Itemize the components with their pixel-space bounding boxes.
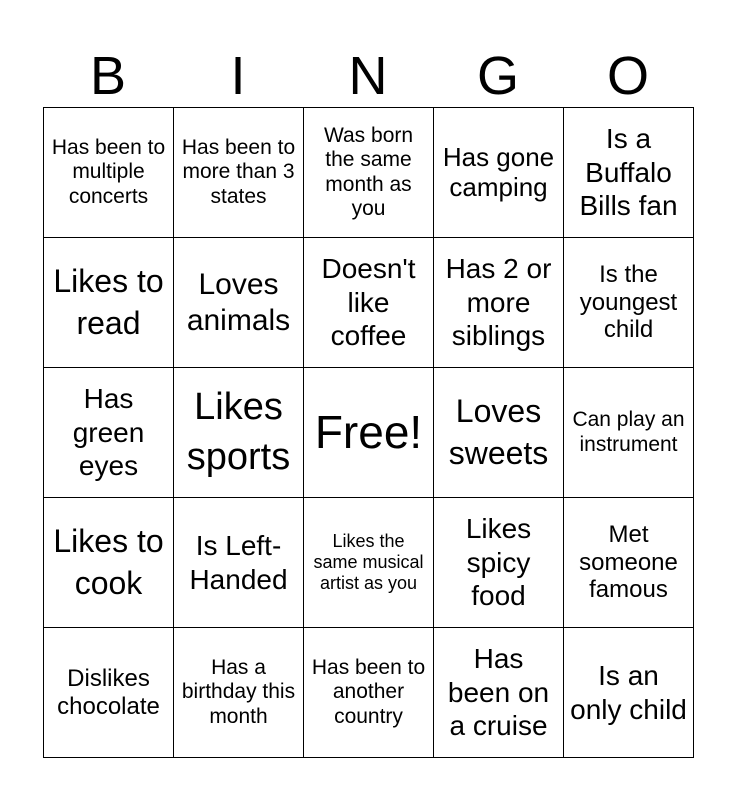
- cell-text: Is a Buffalo Bills fan: [579, 123, 678, 222]
- bingo-cell[interactable]: [564, 498, 694, 628]
- bingo-cell[interactable]: [174, 238, 304, 368]
- bingo-cell[interactable]: [434, 628, 564, 758]
- cell-text: Doesn't like coffee: [321, 253, 416, 352]
- bingo-cell[interactable]: [304, 628, 434, 758]
- cell-text: Likes spicy food: [465, 513, 532, 612]
- bingo-cell[interactable]: [304, 108, 434, 238]
- bingo-cell[interactable]: [174, 108, 304, 238]
- bingo-cell[interactable]: [434, 108, 564, 238]
- bingo-cell[interactable]: [564, 628, 694, 758]
- cell-text: Loves sweets: [448, 392, 549, 471]
- bingo-cell-free[interactable]: [304, 368, 434, 498]
- bingo-cell[interactable]: [564, 238, 694, 368]
- bingo-board: [43, 107, 694, 758]
- cell-text: Likes to cook: [53, 522, 164, 601]
- cell-text: Has 2 or more siblings: [445, 253, 552, 352]
- cell-text: Was born the same month as you: [323, 124, 414, 220]
- cell-text: Is an only child: [570, 659, 687, 725]
- bingo-cell[interactable]: [174, 498, 304, 628]
- bingo-cell[interactable]: [44, 628, 174, 758]
- cell-text: Has gone camping: [442, 141, 555, 202]
- cell-text: Has been to another country: [311, 656, 426, 728]
- bingo-cell[interactable]: [44, 108, 174, 238]
- cell-text: Likes to read: [53, 262, 164, 341]
- cell-text: Loves animals: [186, 267, 291, 337]
- cell-text: Has green eyes: [72, 383, 145, 482]
- bingo-cell[interactable]: [44, 498, 174, 628]
- bingo-cell[interactable]: [434, 368, 564, 498]
- bingo-cell[interactable]: [304, 238, 434, 368]
- bingo-cell[interactable]: [44, 368, 174, 498]
- bingo-cell[interactable]: [174, 628, 304, 758]
- header-letter-o: O: [606, 46, 649, 106]
- bingo-cell[interactable]: [564, 368, 694, 498]
- bingo-cell[interactable]: [564, 108, 694, 238]
- header-letter-n: N: [348, 46, 388, 106]
- cell-text: Is the youngest child: [579, 261, 678, 344]
- bingo-cell[interactable]: [174, 368, 304, 498]
- header-letter-i: I: [230, 46, 246, 106]
- cell-text: Likes sports: [186, 386, 291, 478]
- bingo-cell[interactable]: [44, 238, 174, 368]
- bingo-header: [43, 46, 693, 106]
- cell-text: Is Left-Handed: [189, 529, 288, 595]
- cell-text: Has been to multiple concerts: [51, 136, 166, 208]
- cell-text: Likes the same musical artist as you: [313, 531, 424, 593]
- bingo-cell[interactable]: [434, 238, 564, 368]
- cell-text: Has been on a cruise: [447, 643, 550, 742]
- free-space-text: Free!: [314, 406, 423, 459]
- header-letter-g: G: [476, 46, 519, 106]
- header-letter-b: B: [89, 46, 127, 106]
- cell-text: Has a birthday this month: [181, 656, 296, 728]
- bingo-cell[interactable]: [434, 498, 564, 628]
- cell-text: Dislikes chocolate: [57, 664, 160, 720]
- bingo-cell[interactable]: [304, 498, 434, 628]
- cell-text: Met someone famous: [579, 521, 678, 604]
- cell-text: Can play an instrument: [572, 408, 685, 456]
- cell-text: Has been to more than 3 states: [181, 136, 296, 208]
